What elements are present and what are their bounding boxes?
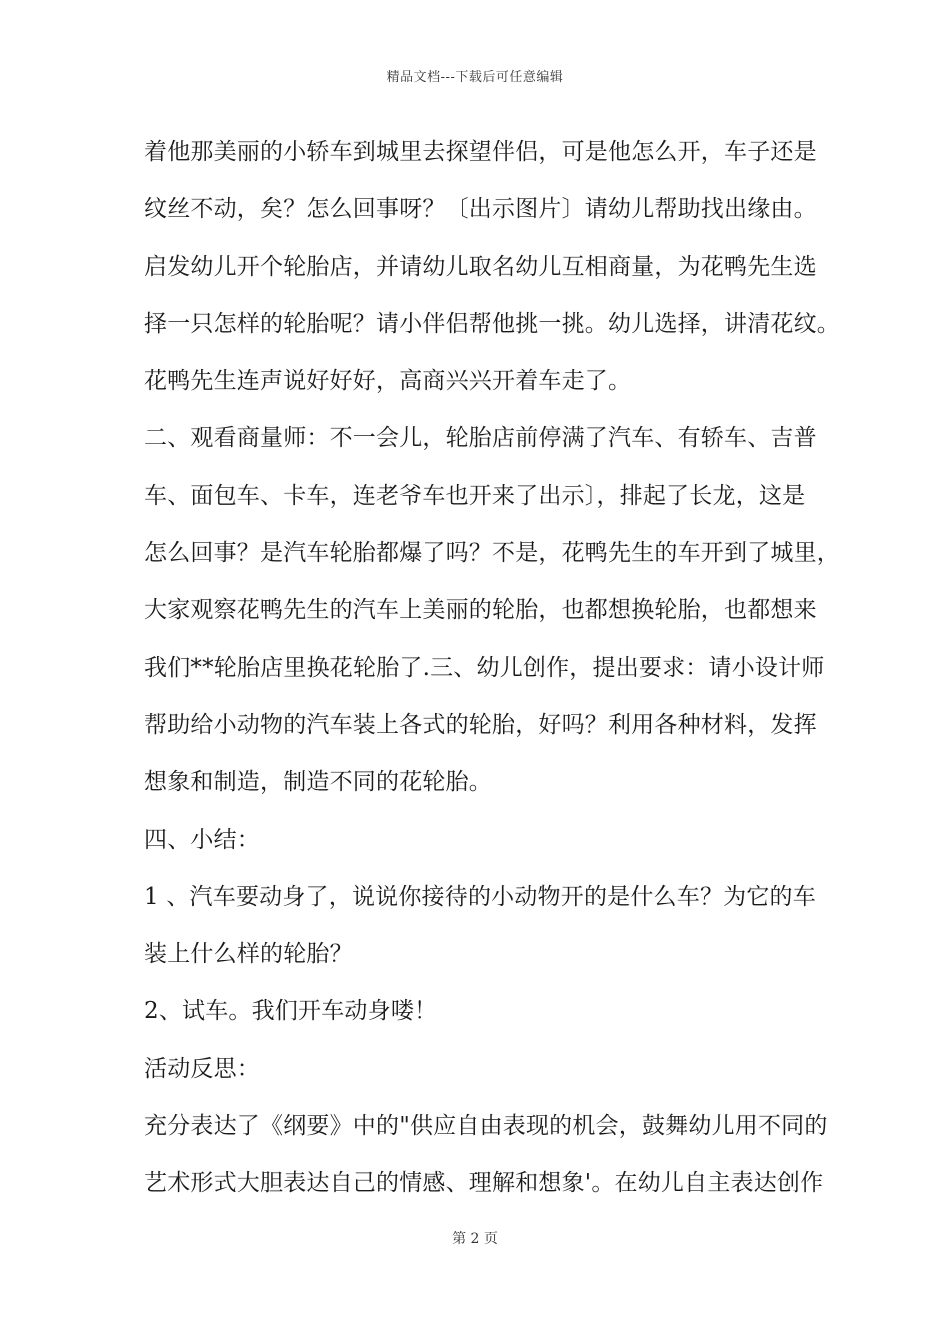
text-line: 艺术形式大胆表达自己的情感、理解和想象'。在幼儿自主表达创作: [144, 1170, 824, 1197]
page-number: 第 2 页: [452, 1231, 498, 1247]
text-line: 花鸭先生连声说好好好，高商兴兴开着车走了。: [144, 368, 632, 395]
text-line: 帮助给小动物的汽车装上各式的轮胎，好吗？利用各种材料，发挥: [144, 711, 817, 738]
text-line: 纹丝不动，矣？怎么回事呀？〔出示图片〕请幼儿帮助找出缘由。: [144, 196, 817, 223]
text-line: 充分表达了《纲要》中的"供应自由表现的机会，鼓舞幼儿用不同的: [144, 1113, 828, 1140]
text-line: 着他那美丽的小轿车到城里去探望伴侣，可是他怎么开，车子还是: [144, 139, 817, 165]
section-heading: 四、小结：: [144, 826, 260, 853]
text-line: 大家观察花鸭先生的汽车上美丽的轮胎，也都想换轮胎，也都想来: [144, 597, 817, 624]
page-header: 精品文档---下载后可任意编辑: [386, 70, 564, 85]
text-line: 2、试车。我们开车动身喽！: [144, 998, 438, 1025]
text-line: 择一只怎样的轮胎呢？请小伴侣帮他挑一挑。幼儿选择，讲清花纹。: [144, 310, 840, 337]
text-line: 装上什么样的轮胎？: [144, 941, 353, 968]
section-heading: 活动反思：: [144, 1055, 260, 1082]
text-line: 想象和制造，制造不同的花轮胎。: [144, 769, 492, 796]
text-line: 车、面包车、卡车，连老爷车也开来了出示〕，排起了长龙，这是: [144, 482, 806, 509]
text-line: 二、观看商量师：不一会儿，轮胎店前停满了汽车、有轿车、吉普: [144, 425, 817, 452]
text-line: 我们**轮胎店里换花轮胎了.三、幼儿创作，提出要求：请小设计师: [144, 654, 825, 681]
text-line: 启发幼儿开个轮胎店，并请幼儿取名幼儿互相商量，为花鸭先生选: [144, 253, 817, 280]
text-line: 1 、汽车要动身了，说说你接待的小动物开的是什么车？为它的车: [144, 883, 816, 910]
text-line: 怎么回事？是汽车轮胎都爆了吗？不是，花鸭先生的车开到了城里，: [144, 540, 840, 567]
document-body: [144, 134, 840, 1223]
